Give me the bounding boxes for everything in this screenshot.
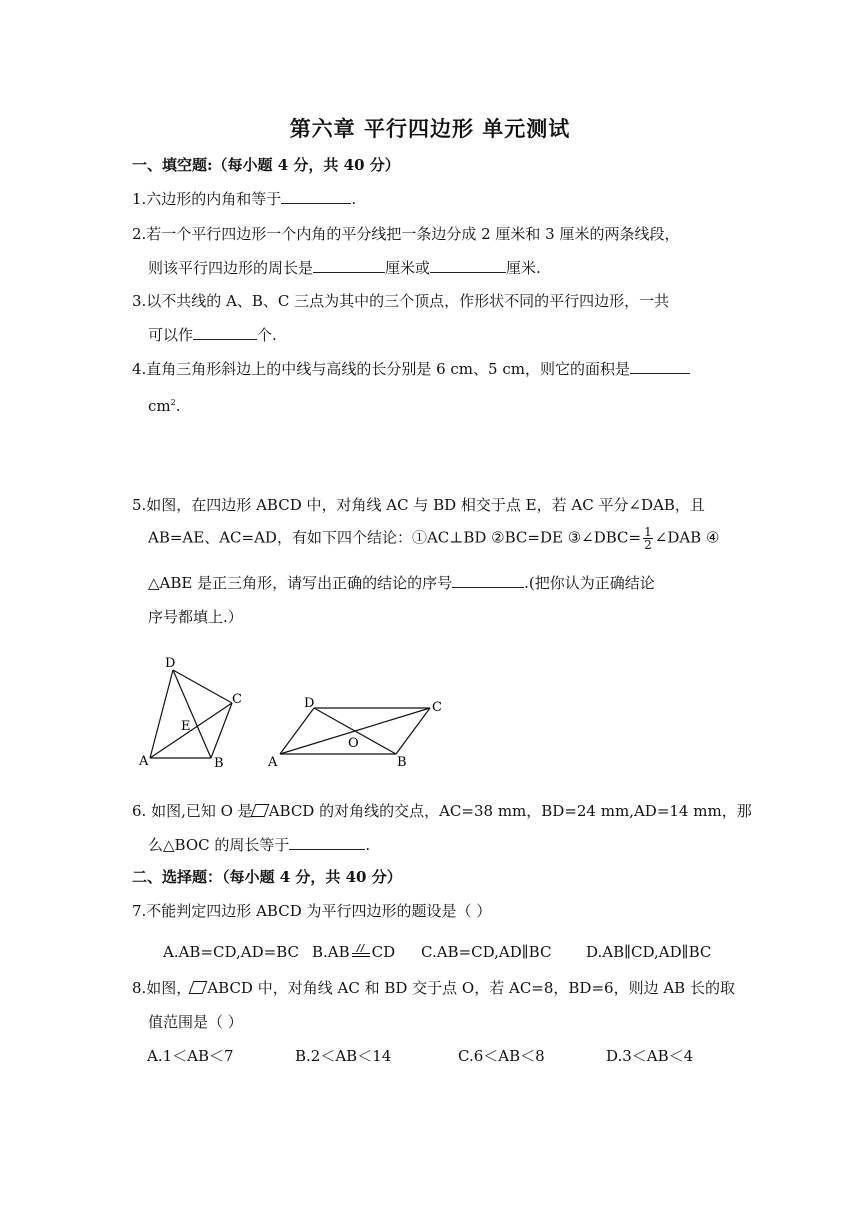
fraction-numerator: 1 [644,525,652,539]
question-2-unit-end: 厘米. [506,259,541,277]
question-5-line-4: 序号都填上.） [148,608,243,626]
section-fill-in-heading: 一、填空题:（每小题 4 分，共 40 分） [132,156,400,174]
q7-option-b [312,941,395,963]
side-bc [396,708,430,754]
question-4-end: . [175,397,181,415]
question-6-text: 6. 如图,已知 O 是 [132,802,253,820]
q7-option-c: C.AB=CD,AD∥BC [421,943,552,961]
answer-blank [281,189,351,204]
label-e: E [181,719,191,734]
question-6-line-2 [148,834,748,856]
label-o: O [348,736,359,751]
parallelogram-symbol-icon [250,804,269,817]
question-2-line-2 [148,257,748,279]
question-3-line-1: 3.以不共线的 A、B、C 三点为其中的三个顶点，作形状不同的平行四边形，一共 [132,292,670,310]
question-6-text-3: 么△BOC 的周长等于 [148,836,290,854]
diagonal-bd [173,670,211,758]
page-title: 第六章 平行四边形 单元测试 [289,116,571,141]
answer-blank [289,835,365,850]
parallelogram-symbol-icon [189,981,208,994]
question-2-text: 则该平行四边形的周长是 [148,259,314,277]
question-8-text: 8.如图， [132,979,192,997]
question-4-unit: cm [148,397,171,415]
question-3-text: 可以作 [148,326,194,344]
side-cd [173,670,232,703]
question-5-line-1: 5.如图，在四边形 ABCD 中，对角线 AC 与 BD 相交于点 E，若 AC 平分∠DAB，且 [132,496,705,514]
question-1-end: . [351,190,357,208]
q7-option-b-text-2: CD [371,943,396,961]
question-5-text-2: ∠DAB ④ [654,528,720,547]
question-4-line-1 [132,358,732,380]
question-3-line-2 [148,324,748,346]
question-6-end: . [365,836,371,854]
question-2-unit: 厘米或 [385,259,431,277]
question-5-text-4: .(把你认为正确结论 [524,574,655,592]
answer-blank [313,258,385,273]
question-4-unit-sup: 2 [170,398,176,407]
label-d: D [165,656,176,671]
question-5-line-2 [148,526,748,551]
question-4-text: 4.直角三角形斜边上的中线与高线的长分别是 6 cm、5 cm，则它的面积是 [132,360,630,378]
q7-option-a: A.AB=CD,AD=BC [163,943,299,961]
answer-blank [630,359,690,374]
q8-option-c: C.6＜AB＜8 [458,1047,545,1065]
fraction [643,526,653,551]
label-b: B [214,756,224,771]
answer-blank [430,258,506,273]
question-8-line-1 [132,977,735,999]
question-8-text-2: ABCD 中，对角线 AC 和 BD 交于点 O，若 AC=8，BD=6，则边 AB 长的取 [207,979,735,997]
q8-option-a: A.1＜AB＜7 [147,1047,234,1065]
question-6-text-2: ABCD 的对角线的交点，AC=38 mm，BD=24 mm,AD=14 mm，那 [268,802,752,820]
q8-option-d: D.3＜AB＜4 [606,1047,694,1065]
question-7: 7.不能判定四边形 ABCD 为平行四边形的题设是（ ） [132,902,492,920]
question-4-line-2 [148,392,748,417]
question-2-line-1: 2.若一个平行四边形一个内角的平分线把一条边分成 2 厘米和 3 厘米的两条线段， [132,225,680,243]
question-3-end: 个. [257,326,277,344]
q7-option-d: D.AB∥CD,AD∥BC [586,943,712,961]
q8-option-b: B.2＜AB＜14 [295,1047,392,1065]
label-c: C [232,692,242,707]
question-5-text-3: △ABE 是正三角形，请写出正确的结论的序号 [148,574,453,592]
question-5-line-3 [148,572,748,594]
figure-quadrilateral [135,652,255,774]
label-d: D [304,696,315,711]
parallel-and-equal-icon [350,943,372,959]
side-da [280,708,314,754]
label-a: A [268,755,278,770]
section-choice-heading: 二、选择题：（每小题 4 分，共 40 分） [132,868,402,886]
label-b: B [397,755,407,770]
figure-parallelogram [262,690,450,776]
q7-option-b-text: B.AB [312,943,350,961]
fraction-denominator: 2 [644,538,652,552]
answer-blank [452,573,524,588]
side-bc [211,703,232,758]
question-5-text: AB=AE、AC=AD，有如下四个结论：①AC⊥BD ②BC=DE ③∠DBC= [148,528,642,547]
answer-blank [193,325,257,340]
question-1-text: 1.六边形的内角和等于 [132,190,282,208]
label-a: A [139,754,149,769]
question-6-line-1 [132,800,752,822]
question-8-line-2: 值范围是（ ） [148,1013,243,1031]
question-1 [132,188,732,210]
label-c: C [432,700,442,715]
